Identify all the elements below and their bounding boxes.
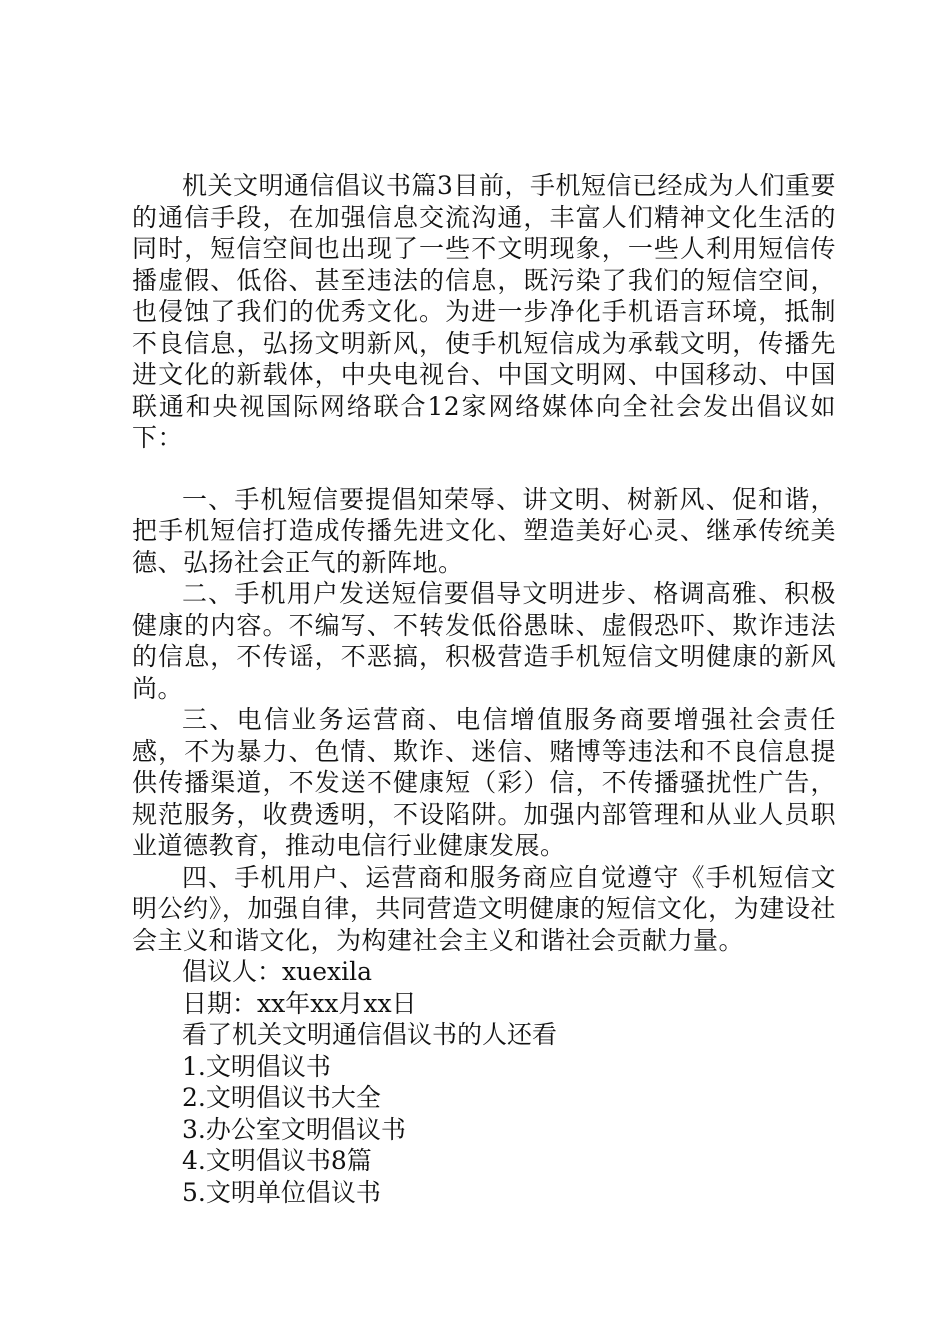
related-article-link[interactable]: 1.文明倡议书 [182,1051,331,1081]
point-four-paragraph: 四、手机用户、运营商和服务商应自觉遵守《手机短信文明公约》，加强自律，共同营造文明健康的短信文化，为建设社会主义和谐文化，为构建社会主义和谐社会贡献力量。 [132,862,836,955]
date-line: 日期：xx年xx月xx日 [182,988,417,1018]
point-three-paragraph: 三、电信业务运营商、电信增值服务商要增强社会责任感，不为暴力、色情、欺诈、迷信、赌博等违法和不良信息提供传播渠道，不发送不健康短（彩）信，不传播骚扰性广告，规范服务，收费透明，不设陷阱。加强内部管理和从业人员职业道德教育，推动电信行业健康发展。 [132,705,836,860]
related-article-link[interactable]: 5.文明单位倡议书 [182,1177,381,1207]
related-articles-list [132,1051,836,1209]
intro-paragraph: 机关文明通信倡议书篇3目前，手机短信已经成为人们重要的通信手段，在加强信息交流沟通，丰富人们精神文化生活的同时，短信空间也出现了一些不文明现象，一些人利用短信传播虚假、低俗、甚至违法的信息，既污染了我们的短信空间，也侵蚀了我们的优秀文化。为进一步净化手机语言环境，抵制不良信息，弘扬文明新风，使手机短信成为承载文明，传播先进文化的新载体，中央电视台、中国文明网、中国移动、中国联通和央视国际网络联合12家网络媒体向全社会发出倡议如下： [132,171,836,452]
related-heading: 看了机关文明通信倡议书的人还看 [182,1020,558,1049]
related-article-link[interactable]: 2.文明倡议书大全 [182,1083,381,1112]
point-two-paragraph: 二、手机用户发送短信要倡导文明进步、格调高雅、积极健康的内容。不编写、不转发低俗愚昧、虚假恐吓、欺诈违法的信息，不传谣，不恶搞，积极营造手机短信文明健康的新风尚。 [132,579,836,703]
related-article-link[interactable]: 3.办公室文明倡议书 [182,1114,406,1144]
point-one-paragraph: 一、手机短信要提倡知荣辱、讲文明、树新风、促和谐，把手机短信打造成传播先进文化、塑造美好心灵、继承传统美德、弘扬社会正气的新阵地。 [132,484,836,577]
paragraph-gap [132,454,836,484]
document-body [132,170,836,1208]
related-article-link[interactable]: 4.文明倡议书8篇 [182,1146,372,1175]
initiator-line: 倡议人：xuexila [182,957,372,986]
